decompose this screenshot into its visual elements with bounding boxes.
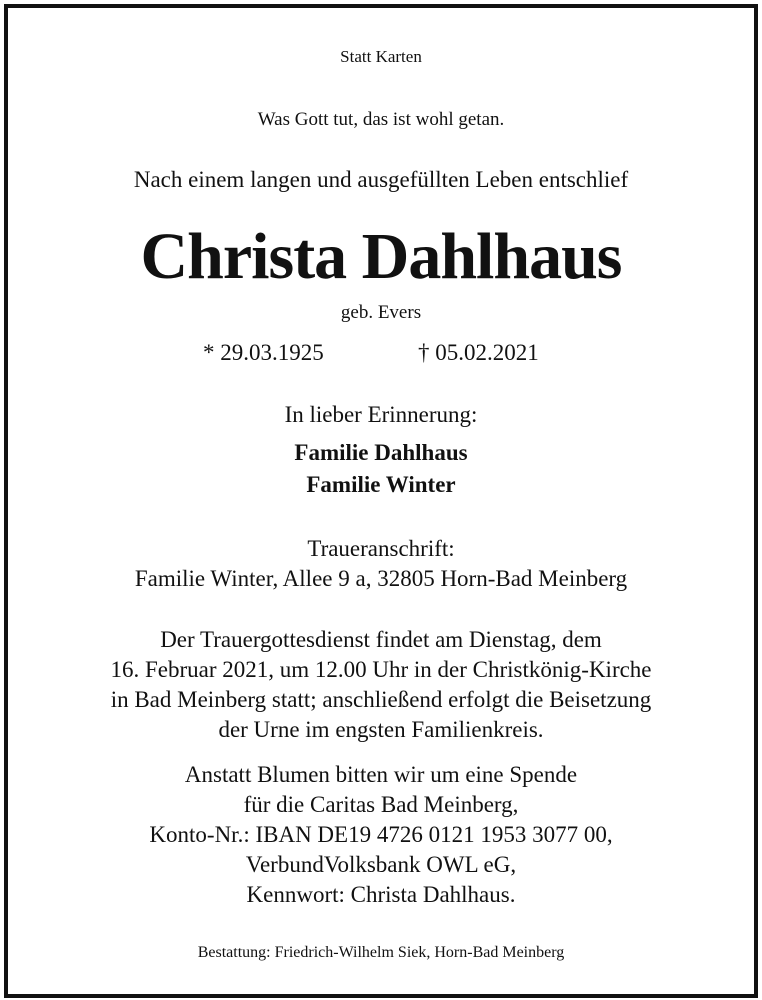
- life-dates: [0, 340, 762, 370]
- deceased-name: Christa Dahlhaus: [140, 220, 622, 293]
- service-line: der Urne im engsten Familienkreis.: [218, 717, 544, 742]
- family-name: Familie Dahlhaus: [294, 440, 468, 465]
- verse: Was Gott tut, das ist wohl getan.: [257, 109, 505, 130]
- service-line: in Bad Meinberg statt; anschließend erfolgt die Beisetzung: [110, 687, 652, 712]
- death-date: † 05.02.2021: [418, 340, 539, 365]
- remembrance-label: In lieber Erinnerung:: [284, 402, 478, 427]
- service-line: 16. Februar 2021, um 12.00 Uhr in der Christkönig-Kirche: [110, 657, 652, 682]
- donation-line: Konto-Nr.: IBAN DE19 4726 0121 1953 3077 00,: [149, 822, 613, 847]
- donation-line: VerbundVolksbank OWL eG,: [245, 852, 517, 877]
- birth-date: * 29.03.1925: [203, 340, 324, 365]
- mourning-address: Familie Winter, Allee 9 a, 32805 Horn-Bad Meinberg: [134, 566, 628, 591]
- maiden-name: geb. Evers: [340, 302, 422, 323]
- service-line: Der Trauergottesdienst findet am Dienstag, dem: [160, 627, 602, 652]
- donation-line: Anstatt Blumen bitten wir um eine Spende: [184, 762, 578, 787]
- intro-text: Nach einem langen und ausgefüllten Leben entschlief: [133, 167, 629, 192]
- address-label: Traueranschrift:: [307, 536, 455, 561]
- heading: Statt Karten: [340, 47, 422, 66]
- family-name: Familie Winter: [306, 472, 456, 497]
- donation-line: für die Caritas Bad Meinberg,: [243, 792, 519, 817]
- notice-border: [4, 4, 758, 998]
- undertaker: Bestattung: Friedrich-Wilhelm Siek, Horn-Bad Meinberg: [197, 944, 565, 961]
- donation-line: Kennwort: Christa Dahlhaus.: [246, 882, 516, 907]
